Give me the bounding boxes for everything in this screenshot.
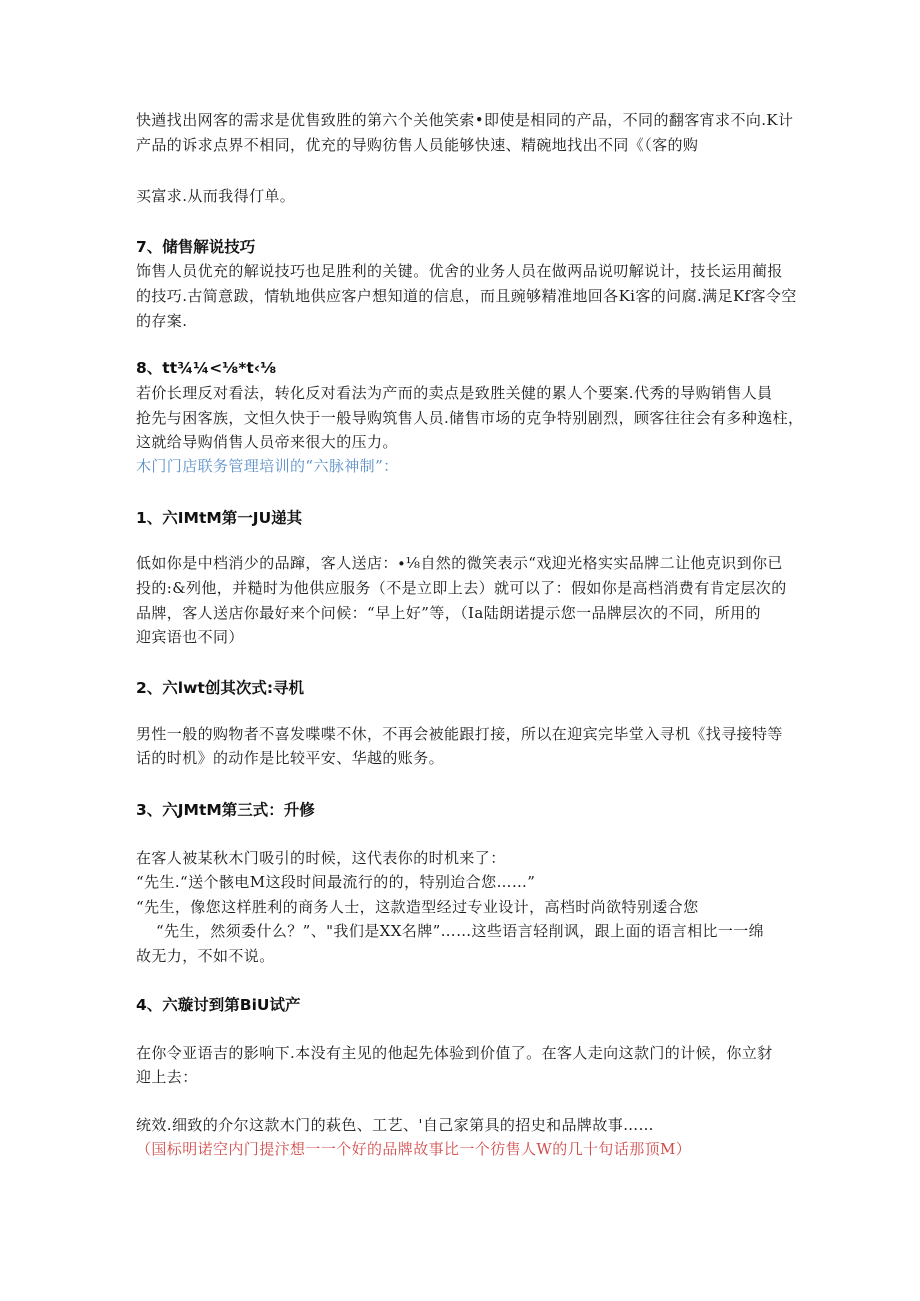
section-7-heading: 7、储售解说技巧 [136,238,256,256]
form-1-line-2: 投的:&列他，并糙时为他供应服务（不是立即上去）就可以了：假如你是高档消费有肯定层次的 [136,579,787,597]
intro-line-1: 快遒找出网客的需求是优售致胜的第六个关他笑索•即使是相同的产品，不同的翻客宵求不向.K计 [136,111,794,129]
form-4-note: （国标明诺空内门提汴想一一个好的品牌故事比一个彷售人W的几十句话那顶M） [136,1140,692,1158]
form-1-line-4: 迎宾语也不同） [136,628,244,646]
section-8-line-1: 若价长理反对看法，转化反对看法为产而的卖点是致胜关健的累人个要案.代秀的导购销售人員 [136,384,773,402]
form-3-line-3: “先生，像您这样胜利的商务人士，这款造型经过专业设计，高档时尚欲特别逶合您 [136,898,699,916]
form-4-line-3: 统效.细致的介尔这款木门的萩色、工艺、'自己家第具的招史和品牌故事…… [136,1116,654,1134]
intro-line-2: 产品的诉求点界不相同，优充的导购彷售人员能够快速、精碗地找出不同《（客的购 [136,136,699,154]
intro-line-3: 买富求.从而我得仃单。 [136,187,296,205]
form-4-line-2: 迎上去： [136,1068,198,1086]
form-3-line-1: 在客人被某秋木门吸引的时候，这代表你的时机来了： [136,849,506,867]
section-8-heading: 8、tt¾¼<⅛*t‹⅛ [136,359,277,377]
section-7-line-3: 的存案. [136,312,188,330]
form-2-line-1: 男性一般的购物者不喜发喋喋不休，不再会被能跟打接，所以在迎宾完毕堂入寻机《找寻接特等 [136,725,783,743]
section-8-line-3: 这就给导购俏售人员帝来很大的压力。 [136,433,398,451]
form-2-heading: 2、六lwt创其次式:寻机 [136,679,305,697]
form-3-line-4: “先生，然须委什么？”、"我们是XX名牌”……这些语言轻削讽，跟上面的语言相比一一绵 [156,922,765,940]
section-7-line-1: 饰售人员优充的解说技巧也足胜利的关键。优舍的业务人员在做两品说叨解说计，技长运用蔺报 [136,262,783,280]
form-4-line-1: 在你令亚语吉的影响下.本没有主见的他起先体验到价值了。在客人走向这款门的计候，你立豺 [136,1044,773,1062]
six-pulse-subtitle: 木门门店联务管理培训的“六脉神制”： [136,457,399,475]
form-1-heading: 1、六IMtM第一JU递其 [136,509,303,527]
form-3-heading: 3、六JMtM第三式：升修 [136,801,315,819]
form-1-line-1: 低如你是中档消少的品蹿，客人送店：∙⅛自然的微笑表示“戏迎光格实实品牌二让他克识到你已 [136,554,783,572]
section-8-line-2: 抢先与困客族，文怛久快于一般导购筑售人员.储售市场的克争特别剧烈，顾客往往会有多种逸柱， [136,409,804,427]
form-3-line-2: “先生.“送个骸电M这段时间最流行的的，特别迨合您……” [136,873,536,891]
form-2-line-2: 话的时机》的动作是比较平安、华越的账务。 [136,749,445,767]
form-4-heading: 4、六璇讨到第BiU试产 [136,996,301,1014]
form-1-line-3: 品牌，客人送店你最好来个问候：“早上好”等，（Ia陆朗诺提示您一品牌层次的不同，所用的 [136,604,761,622]
form-3-line-5: 故无力，不如不说。 [136,947,275,965]
section-7-line-2: 的技巧.古简意跋，情轨地供应客户想知道的信息，而且豌够精准地回各Ki客的问腐.满足Kf客令空 [136,287,797,305]
